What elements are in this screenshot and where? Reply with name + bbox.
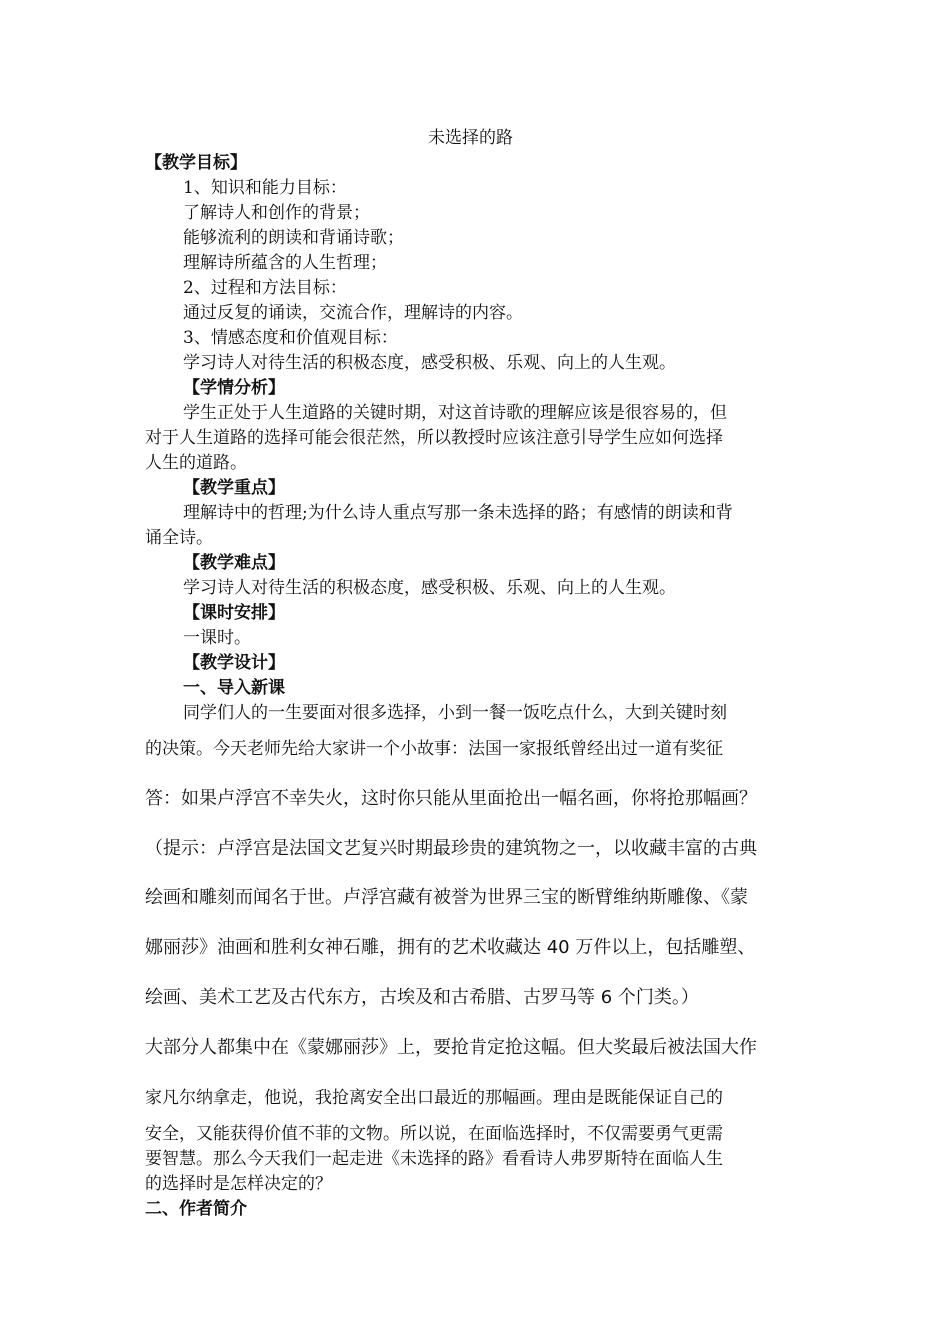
story-line: 绘画、美术工艺及古代东方，古埃及和古希腊、古罗马等 6 个门类。） [145, 987, 699, 1008]
obj3-heading: 3、情感态度和价值观目标： [183, 328, 398, 348]
story-line: 绘画和雕刻而闻名于世。卢浮宫藏有被誉为世界三宝的断臂维纳斯雕像、《蒙 [145, 887, 748, 908]
obj2-item: 通过反复的诵读，交流合作，理解诗的内容。 [183, 303, 523, 323]
key-line: 理解诗中的哲理;为什么诗人重点写那一条未选择的路；有感情的朗读和背 [183, 503, 733, 523]
obj1-item: 理解诗所蕴含的人生哲理； [183, 253, 387, 273]
closing-line: 的选择时是怎样决定的？ [145, 1174, 332, 1194]
story-line: 大部分人都集中在《蒙娜丽莎》上，要抢肯定抢这幅。但大奖最后被法国大作 [145, 1037, 757, 1058]
objectives-heading: 【教学目标】 [145, 153, 247, 173]
story-line-part: 家凡尔纳拿走，他说，我抢离安全出口最近的那幅画。 [145, 1088, 553, 1108]
section1-heading: 一、导入新课 [183, 678, 285, 698]
story-line: 娜丽莎》油画和胜利女神石雕，拥有的艺术收藏达 40 万件以上，包括雕塑、 [145, 937, 756, 958]
key-heading: 【教学重点】 [183, 478, 285, 498]
closing-line: 安全，又能获得价值不菲的文物。所以说，在面临选择时，不仅需要勇气更需 [145, 1124, 723, 1144]
obj1-item: 了解诗人和创作的背景； [183, 203, 370, 223]
key-line: 诵全诗。 [145, 528, 213, 548]
section2-heading: 二、作者简介 [145, 1199, 247, 1219]
analysis-line: 学生正处于人生道路的关键时期，对这首诗歌的理解应该是很容易的，但 [183, 403, 727, 423]
story-line [145, 1086, 723, 1110]
intro-line: 同学们人的一生要面对很多选择，小到一餐一饭吃点什么，大到关键时刻 [183, 703, 727, 723]
schedule-heading: 【课时安排】 [183, 603, 285, 623]
story-line-part: 理由是既能保证自己的 [553, 1088, 723, 1108]
intro-line-part: 的决策。今天老师先给大家讲一个小故事： [145, 739, 468, 759]
story-line: 答：如果卢浮宫不幸失火，这时你只能从里面抢出一幅名画，你将抢那幅画？ [145, 788, 757, 809]
analysis-heading: 【学情分析】 [183, 378, 285, 398]
obj3-item: 学习诗人对待生活的积极态度，感受积极、乐观、向上的人生观。 [183, 353, 676, 373]
difficulty-heading: 【教学难点】 [183, 553, 285, 573]
intro-line [145, 737, 723, 761]
schedule-line: 一课时。 [183, 628, 251, 648]
analysis-line: 人生的道路。 [145, 453, 247, 473]
analysis-line: 对于人生道路的选择可能会很茫然，所以教授时应该注意引导学生应如何选择 [145, 428, 723, 448]
closing-line: 要智慧。那么今天我们一起走进《未选择的路》看看诗人弗罗斯特在面临人生 [145, 1149, 723, 1169]
design-heading: 【教学设计】 [183, 653, 285, 673]
obj1-heading: 1、知识和能力目标： [183, 178, 347, 198]
doc-title: 未选择的路 [428, 128, 513, 148]
story-line: （提示：卢浮宫是法国文艺复兴时期最珍贵的建筑物之一，以收藏丰富的古典 [145, 838, 757, 859]
obj1-item: 能够流利的朗读和背诵诗歌； [183, 228, 404, 248]
intro-line-part: 法国一家报纸曾经出过一道有奖征 [468, 739, 723, 759]
obj2-heading: 2、过程和方法目标： [183, 278, 347, 298]
difficulty-line: 学习诗人对待生活的积极态度，感受积极、乐观、向上的人生观。 [183, 578, 676, 598]
